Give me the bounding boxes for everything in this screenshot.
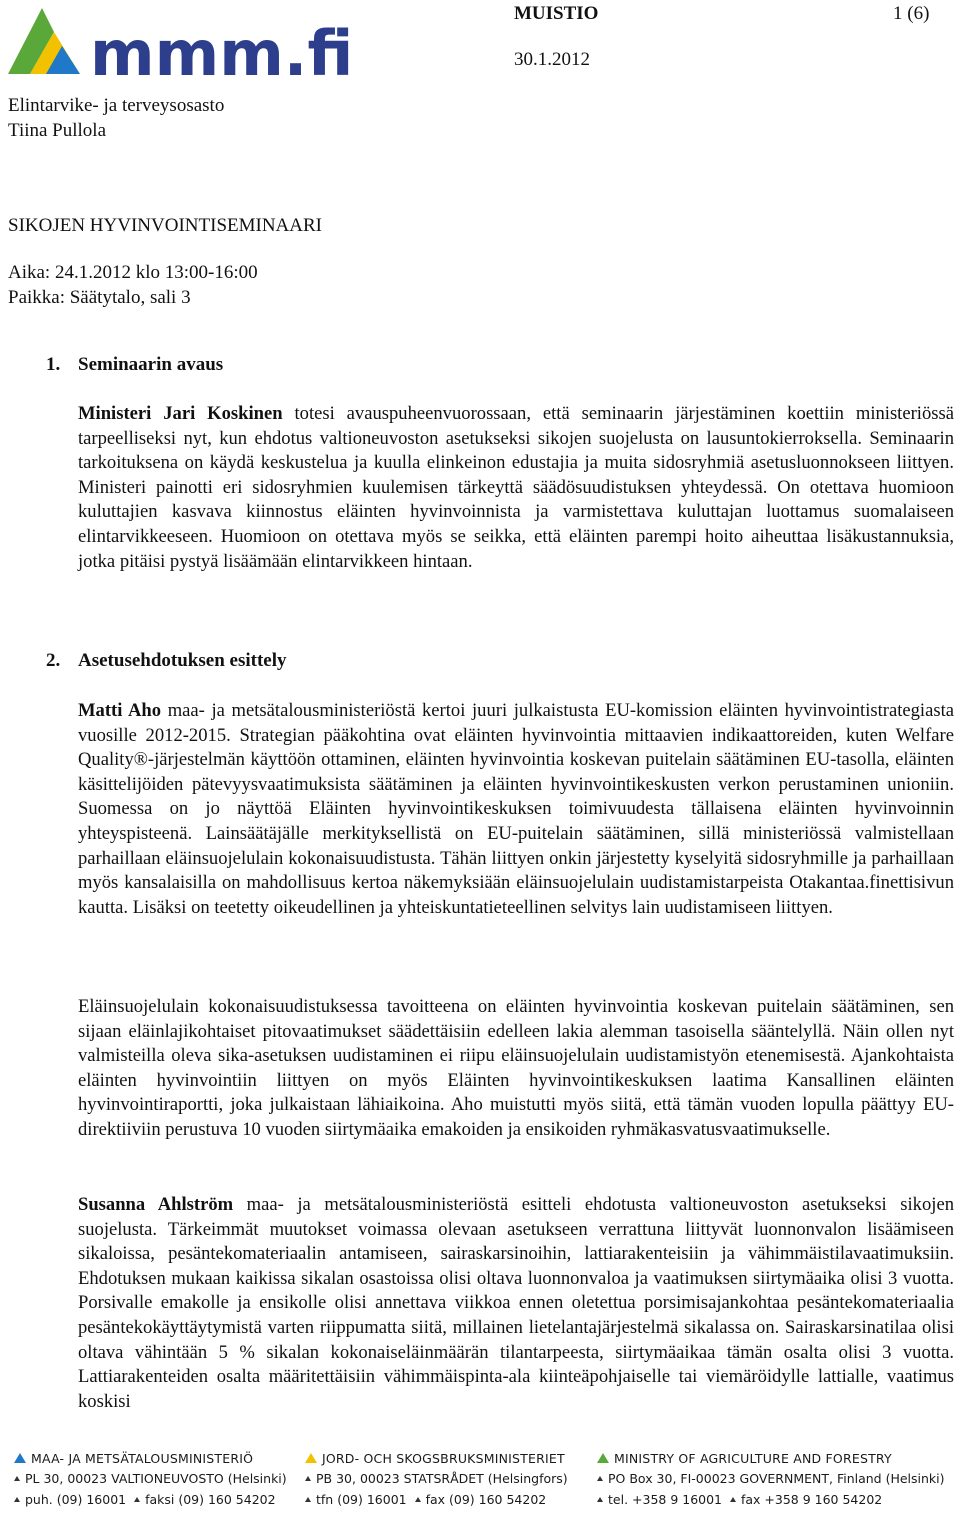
bullet-icon	[305, 1497, 311, 1502]
speaker-name: Matti Aho	[78, 700, 162, 721]
paragraph-text: Eläinsuojelulain kokonaisuudistuksessa tavoitteena on eläinten hyvinvointia koskevan puitelain säätäminen, sen sijaan eläinlajikohtaiset pitovaatimukset säädettäisiin edelleen lakia alemman tasoisella sääntelyllä. Näin ollen nyt valmisteilla oleva sika-asetuksen uudistaminen ei riipu eläinsuojelulain uudistamistyön etenemisestä. Ajankohtaista eläinten hyvinvointiin liittyen on myös Eläinten hyvinvointikeskuksen laatima Kansallinen eläinten hyvinvointiraportti, joka julkaistaan lähiaikoina. Aho muistutti myös siitä, että tämän vuoden lopulla päättyy EU-direktiiviin perustuva 10 vuoden siirtymäaika emakoiden ja ensikoiden ryhmäkasvatusvaatimukselle.	[78, 996, 954, 1140]
triangle-icon	[305, 1453, 317, 1463]
section-title: Asetusehdotuksen esittely	[78, 650, 287, 671]
section-heading-2	[46, 650, 286, 672]
author: Tiina Pullola	[8, 120, 107, 141]
speaker-name: Susanna Ahlström	[78, 1194, 234, 1215]
fax: fax (09) 160 54202	[425, 1492, 547, 1507]
page-number: 1 (6)	[893, 3, 930, 24]
bullet-icon	[134, 1497, 140, 1502]
fax: fax +358 9 160 54202	[740, 1492, 883, 1507]
bullet-icon	[597, 1476, 603, 1481]
phone: tfn (09) 16001	[316, 1492, 407, 1507]
document-title: SIKOJEN HYVINVOINTISEMINAARI	[8, 215, 323, 236]
paragraph-text: maa- ja metsätalousministeriöstä esitteli ehdotusta valtioneuvoston asetukseksi sikojen suojelusta. Tärkeimmät muutokset voimassa olevaan asetukseen verrattuna liittyvät luonnonvalon lisäämiseen sikaloissa, pesäntekomateriaalin antamiseen, sairaskarsinoihin, lattiarakenteisiin ja vähimmäistilavaatimuksiin. Ehdotuksen mukaan kaikissa sikalan osastoissa olisi oltava luonnonvaloa ja vaatimuksen siirtymäaika olisi 3 vuotta. Porsivalle emakolle ja ensikolle olisi annettava viikkoa ennen oletettua porsimisajankohtaa pesäntekomateriaalia pesäntekokäyttäytymistä varten riippumatta siitä, millainen lietelantajärjestelmä sikalassa on. Sairaskarsinatilaa olisi oltava vähintään 5 % sikalan kokonaiseläinmäärän tilantarpeesta, siirtymäaikaa tämän osalta olisi 3 vuotta. Lattiarakenteiden osalta määritettäisiin vähimmäispinta-ala kiinteäpohjaiselle tai viemäröidylle lattialle, vaatimus koskisi	[78, 1194, 954, 1412]
bullet-icon	[14, 1497, 20, 1502]
section-2-paragraph-2	[78, 995, 954, 1143]
ministry-name: MAA- JA METSÄTALOUSMINISTERIÖ	[31, 1451, 254, 1466]
triangle-icon	[14, 1453, 26, 1463]
document-date: 30.1.2012	[514, 49, 590, 70]
mmm-logo-icon	[6, 6, 354, 90]
bullet-icon	[14, 1476, 20, 1481]
bullet-icon	[597, 1497, 603, 1502]
bullet-icon	[305, 1476, 311, 1481]
section-2-paragraph-1	[78, 699, 954, 920]
mmm-logo	[6, 6, 354, 90]
bullet-icon	[730, 1497, 736, 1502]
document-type: MUISTIO	[514, 3, 599, 24]
logo-text: mmm.fi	[90, 17, 354, 90]
bullet-icon	[415, 1497, 421, 1502]
triangle-icon	[597, 1453, 609, 1463]
address: PO Box 30, FI-00023 GOVERNMENT, Finland (Helsinki)	[608, 1471, 945, 1486]
paragraph-text: maa- ja metsätalousministeriöstä kertoi juuri julkaistusta EU-komission eläinten hyvinvointistrategiasta vuosille 2012-2015. Strategian pääkohtina ovat eläinten hyvinvointia mittaavien indikaattoreiden, kuten Welfare Quality®-järjestelmän käyttöön ottaminen, eläinten hyvinvointia koskevan puitelain säätäminen EU-tasolla, eläinten käsittelijöiden pätevyysvaatimuksista säätäminen ja eläinten hyvinvointikeskusten verkon perustaminen unioniin. Suomessa on jo näyttöä Eläinten hyvinvointikeskuksen toimivuudesta tällaisena eläinten hyvinvoinnin yhteyspisteenä. Lainsäätäjälle merkityksellistä on EU-puitelain säätäminen, sillä ministeriössä valmistellaan parhaillaan eläinsuojelulain kokonaisuudistusta. Tähän liittyen onkin järjestetty kyselyitä sidosryhmille ja parhaillaan myös kansalaisilla on mahdollisuus kertoa näkemyksiään eläinsuojelulain uudistamistarpeista Otakantaa.finettisivun kautta. Lisäksi on teetetty oikeudellinen ja yhteiskuntatieteellinen selvitys lain uudistamiseen liittyen.	[78, 700, 954, 918]
address: PL 30, 00023 VALTIONEUVOSTO (Helsinki)	[25, 1471, 287, 1486]
meeting-time: Aika: 24.1.2012 klo 13:00-16:00	[8, 262, 258, 283]
meeting-info	[8, 260, 258, 310]
section-number: 2.	[46, 650, 61, 671]
footer-column-en	[597, 1451, 945, 1512]
phone: puh. (09) 16001	[25, 1492, 127, 1507]
address: PB 30, 00023 STATSRÅDET (Helsingfors)	[316, 1471, 568, 1486]
ministry-name: JORD- OCH SKOGSBRUKSMINISTERIET	[322, 1451, 565, 1466]
footer-column-sv	[305, 1451, 568, 1512]
meeting-place: Paikka: Säätytalo, sali 3	[8, 287, 191, 308]
fax: faksi (09) 160 54202	[145, 1492, 276, 1507]
department: Elintarvike- ja terveysosasto	[8, 95, 225, 116]
section-title: Seminaarin avaus	[78, 354, 224, 375]
section-heading-1	[46, 354, 223, 376]
footer-column-fi	[14, 1451, 287, 1512]
ministry-name: MINISTRY OF AGRICULTURE AND FORESTRY	[614, 1451, 892, 1466]
section-1-paragraph	[78, 402, 954, 574]
section-2-paragraph-3	[78, 1193, 954, 1414]
speaker-name: Ministeri Jari Koskinen	[78, 403, 283, 424]
paragraph-text: totesi avauspuheenvuorossaan, että seminaarin järjestäminen koettiin ministeriössä tarpeelliseksi nyt, kun ehdotus valtioneuvoston asetukseksi sikojen suojelusta on lausuntokierroksella. Seminaarin tarkoituksena on käydä keskustelua ja kuulla elinkeinon edustajia ja muita sidosryhmiä asetusluonnokseen liittyen. Ministeri painotti eri sidosryhmien kuulemisen tärkeyttä säädösuudistuksen yhteydessä. On otettava huomioon kuluttajien kasvava kiinnostus eläinten hyvinvoinnista ja varmistettava kuluttajan luottamus suomalaiseen elintarvikkeeseen. Huomioon on otettava myös se seikka, että eläinten parempi hoito aiheuttaa lisäkustannuksia, jotka pitäisi pystyä lisäämään elintarvikkeen hintaan.	[78, 403, 954, 572]
section-number: 1.	[46, 354, 61, 375]
phone: tel. +358 9 16001	[608, 1492, 723, 1507]
department-block	[8, 93, 224, 143]
